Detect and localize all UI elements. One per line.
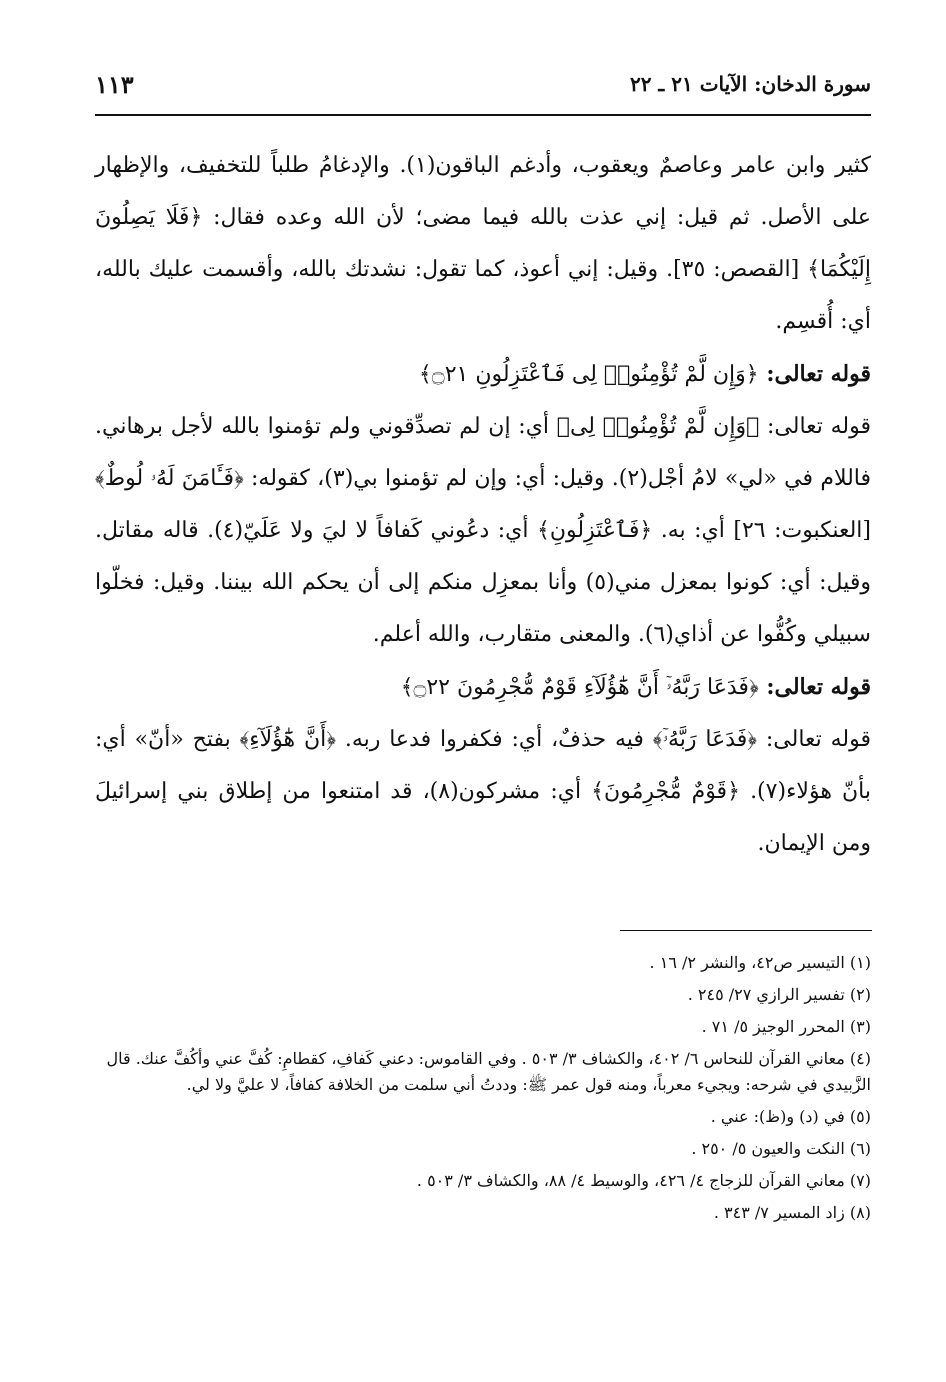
- footnote: (٢) تفسير الرازي ٢٧/ ٢٤٥ .: [687, 985, 871, 1004]
- heading-label: قوله تعالى:: [766, 674, 871, 700]
- page-number: ١١٣: [95, 70, 134, 99]
- heading-label: قوله تعالى:: [766, 361, 871, 387]
- footnotes: [95, 950, 871, 1232]
- verse-text: ﴿وَإِن لَّمْ تُؤْمِنُوا۟ لِى فَٱعْتَزِلُونِ ۝٢١﴾: [418, 362, 759, 387]
- footnote: (٥) في (د) و(ظ): عني .: [710, 1107, 871, 1126]
- footnote-rule: [620, 930, 872, 931]
- page-header: [95, 70, 871, 104]
- paragraph-2: قوله تعالى: ﴿وَإِن لَّمْ تُؤْمِنُوا۟ لِى﴾ أي: إن لم تصدِّقوني ولم تؤمنوا بالله لأجل برهاني. فاللام في «لي» لامُ أجْل(٢). وقيل: أي: وإن لم تؤمنوا بي(٣)، كقوله: ﴿فَـَٔامَنَ لَهُۥ لُوطٌ﴾ [العنكبوت: ٢٦] أي: به. ﴿فَٱعْتَزِلُونِ﴾ أي: دعُوني كَفافاً لا ليَ ولا عَلَيّ(٤). قاله مقاتل. وقيل: أي: كونوا بمعزل مني(٥) وأنا بمعزِل منكم إلى أن يحكم الله بيننا. وقيل: فخلّوا سبيلي وكُفُّوا عن أذاي(٦). والمعنى متقارب، والله أعلم.: [95, 414, 872, 647]
- main-text: [95, 140, 871, 870]
- verse-heading-21: [95, 348, 871, 401]
- footnote: (٨) زاد المسير ٧/ ٣٤٣ .: [713, 1203, 871, 1222]
- header-rule: [95, 114, 871, 116]
- footnote: (١) التيسير ص٤٢، والنشر ٢/ ١٦ .: [649, 953, 871, 972]
- footnote: (٧) معاني القرآن للزجاج ٤/ ٤٢٦، والوسيط ٤/ ٨٨، والكشاف ٣/ ٥٠٣ .: [416, 1171, 871, 1190]
- footnote: (٣) المحرر الوجيز ٥/ ٧١ .: [701, 1017, 871, 1036]
- verse-heading-22: [95, 661, 871, 714]
- footnote: (٦) النكت والعيون ٥/ ٢٥٠ .: [691, 1139, 871, 1158]
- paragraph-1: كثير وابن عامر وعاصمٌ ويعقوب، وأدغم الباقون(١). والإدغامُ طلباً للتخفيف، والإظهار على الأصل. ثم قيل: إني عذت بالله فيما مضى؛ لأن الله وعده فقال: ﴿فَلَا يَصِلُونَ إِلَيْكُمَا﴾ [القصص: ٣٥]. وقيل: إني أعوذ، كما تقول: نشدتك بالله، وأقسمت عليك بالله، أي: أُقسِم.: [95, 153, 871, 334]
- running-title: سورة الدخان: الآيات ٢١ ـ ٢٢: [629, 72, 871, 96]
- verse-text: ﴿فَدَعَا رَبَّهُۥٓ أَنَّ هَٰٓؤُلَآءِ قَوْمٌ مُّجْرِمُونَ ۝٢٢﴾: [400, 675, 759, 700]
- footnote: (٤) معاني القرآن للنحاس ٦/ ٤٠٢، والكشاف ٣/ ٥٠٣ . وفي القاموس: دعني كَفافِ، كقطامِ: كُفَّ عني وأكُفَّ عنك. قال الزَّبيدي في شرحه: ويجيء معرباً، ومنه قول عمر ﷺ: وددتُ أني سلمت من الخلافة كفافاً، لا عليَّ ولا لي.: [106, 1049, 871, 1094]
- paragraph-3: قوله تعالى: ﴿فَدَعَا رَبَّهُۥٓ﴾ فيه حذفٌ، أي: فكفروا فدعا ربه. ﴿أَنَّ هَٰٓؤُلَآءِ﴾ بفتح «أنّ» أي: بأنّ هؤلاء(٧). ﴿قَوْمٌ مُّجْرِمُونَ﴾ أي: مشركون(٨)، قد امتنعوا من إطلاق بني إسرائيلَ ومن الإيمان.: [95, 727, 872, 856]
